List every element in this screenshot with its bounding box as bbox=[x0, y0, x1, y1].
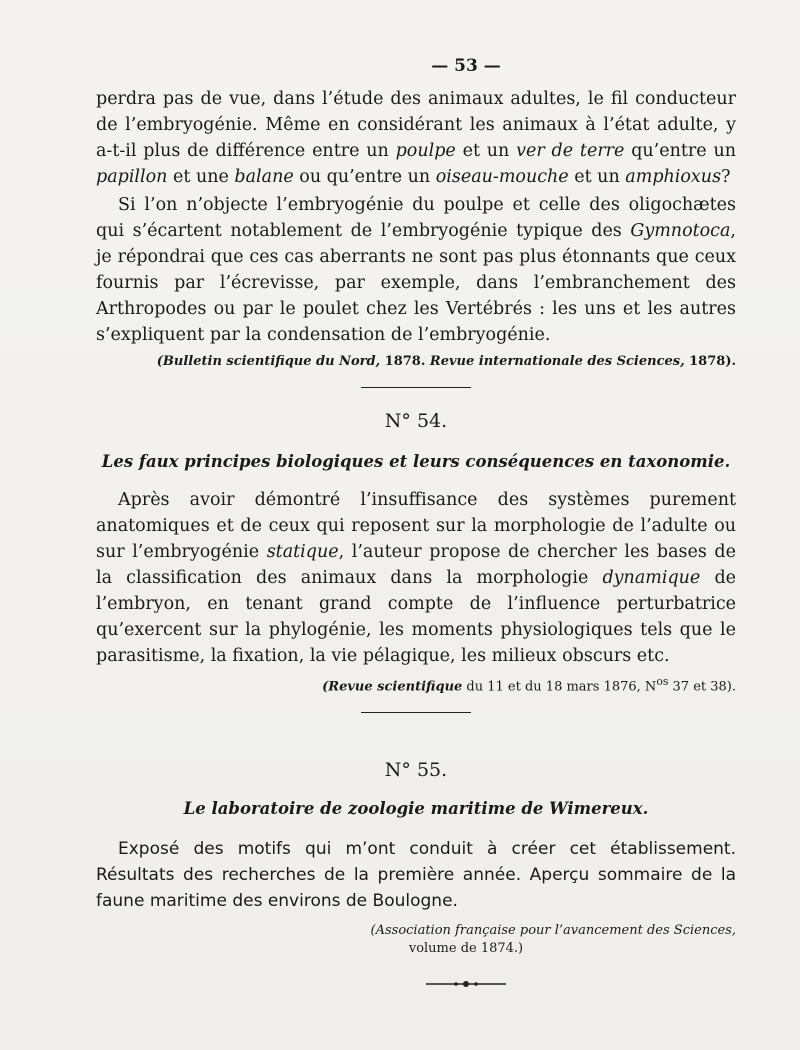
text-run: Si l’on n’objecte l’embryogénie du poulpe et celle des oligochætes qui s’écartent notablement de l’embryogénie typique des bbox=[96, 195, 736, 241]
ornament-divider bbox=[96, 980, 736, 991]
text-run: , je répondrai que ces cas aberrants ne sont pas plus étonnants que ceux fournis par l’écrevisse, par exemple, dans l’embranchement des Arthropodes ou par le poulet chez les Vertébrés : les uns et les autres s’expliquent par la condensation de l’embryogénie. bbox=[96, 221, 736, 345]
section-divider bbox=[361, 712, 471, 713]
italic-term: balane bbox=[234, 167, 294, 187]
page-number: — 53 — bbox=[431, 56, 501, 76]
section-title: Le laboratoire de zoologie maritime de Wimereux. bbox=[183, 799, 649, 819]
citation-superscript: os bbox=[656, 675, 669, 688]
ornament-icon bbox=[426, 980, 506, 988]
italic-term: statique bbox=[266, 542, 339, 562]
citation-detail: 37 et 38). bbox=[668, 679, 736, 695]
text-run: , l’auteur propose de chercher les bases de la classification des animaux dans la morphologie bbox=[96, 542, 736, 588]
citation-source: Revue internationale des Sciences, bbox=[429, 354, 690, 369]
italic-term: dynamique bbox=[602, 568, 701, 588]
text-run: Après avoir démontré l’insuffisance des systèmes purement anatomiques et de ceux qui reposent sur la morphologie de l’adulte ou sur l’embryogénie bbox=[96, 490, 736, 562]
citation-source: (Association française pour l’avancement des Sciences, bbox=[370, 923, 736, 939]
citation-1 bbox=[96, 354, 736, 369]
italic-term: Gymnotoca bbox=[630, 221, 731, 241]
italic-term: poulpe bbox=[395, 141, 456, 161]
citation-detail: du 11 et du 18 mars 1876, N bbox=[462, 679, 657, 695]
text-run: et un bbox=[568, 167, 626, 187]
italic-term: papillon bbox=[96, 167, 168, 187]
text-run: et une bbox=[167, 167, 235, 187]
section-54-body bbox=[96, 487, 736, 669]
paragraph-2 bbox=[96, 192, 736, 348]
section-number: N° 54. bbox=[384, 410, 448, 432]
citation-3 bbox=[96, 922, 736, 958]
text-run: de l’embryon, en tenant grand compte de l’influence perturbatrice qu’exercent sur la phylogénie, les moments physiologiques tels que le parasitisme, la fixation, la vie pélagique, les milieux obscurs etc. bbox=[96, 568, 736, 666]
section-number: N° 55. bbox=[384, 759, 448, 782]
paragraph-1 bbox=[96, 86, 736, 190]
page-content bbox=[96, 56, 736, 991]
citation-source: (Revue scientifique bbox=[322, 679, 463, 695]
text-run: qu’entre un bbox=[624, 141, 736, 161]
citation-year: 1878. bbox=[384, 354, 430, 369]
italic-term: amphioxus bbox=[625, 167, 722, 187]
italic-term: oiseau-mouche bbox=[435, 167, 569, 187]
section-divider bbox=[361, 387, 471, 388]
section-title: Les faux principes biologiques et leurs conséquences en taxonomie. bbox=[101, 452, 731, 471]
section-55-body: Exposé des motifs qui m’ont conduit à créer cet établissement. Résultats des recherches de la première année. Aperçu sommaire de la faune maritime des environs de Boulogne. bbox=[96, 839, 736, 912]
italic-term: ver de terre bbox=[516, 141, 625, 161]
text-run: ou qu’entre un bbox=[293, 167, 436, 187]
text-run: ? bbox=[721, 167, 731, 187]
text-run: et un bbox=[455, 141, 517, 161]
citation-source: (Bulletin scientifique du Nord, bbox=[156, 354, 385, 369]
citation-2 bbox=[96, 675, 736, 694]
citation-detail: volume de 1874.) bbox=[408, 941, 524, 957]
citation-year: 1878). bbox=[689, 354, 736, 369]
text-run: perdra pas de vue, dans l’étude des animaux adultes, le fil conducteur de l’embryogénie. Même en considérant les animaux à l’état adulte, y a-t-il plus de différence entre un bbox=[96, 89, 736, 161]
